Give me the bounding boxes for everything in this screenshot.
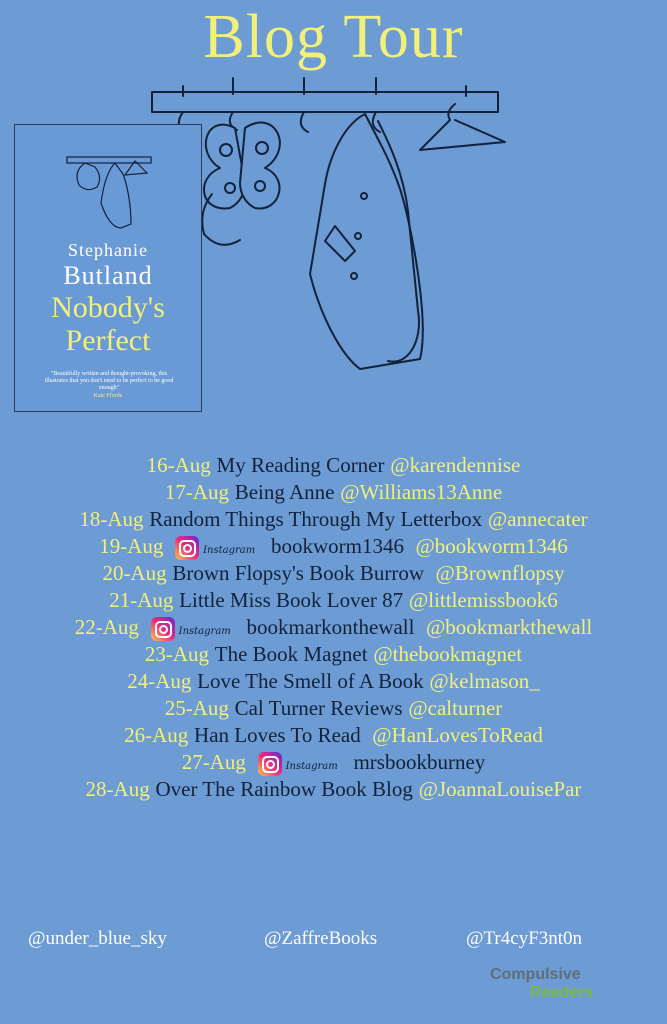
- cover-quote: "Beautifully written and thought-provoking, this illustrates that you don't need to be perfect to be good enough": [44, 371, 174, 391]
- schedule-row: [0, 695, 667, 722]
- footer-handle-3[interactable]: @Tr4cyF3nt0n: [466, 928, 583, 949]
- schedule-blog: My Reading Corner: [216, 453, 385, 477]
- cover-author-last: Butland: [63, 261, 153, 290]
- schedule-handle[interactable]: @Brownflopsy: [435, 561, 565, 585]
- schedule-date: 27-Aug: [181, 750, 246, 774]
- schedule-row: [0, 533, 667, 560]
- schedule-blog: Love The Smell of A Book: [197, 669, 424, 693]
- schedule-blog: Cal Turner Reviews: [234, 696, 403, 720]
- schedule-date: 16-Aug: [146, 453, 211, 477]
- schedule-date: 23-Aug: [144, 642, 210, 666]
- cover-quote-author: Kate Fforde: [93, 393, 123, 399]
- schedule-date: 26-Aug: [124, 723, 189, 747]
- schedule-blog: The Book Magnet: [214, 642, 368, 666]
- tour-schedule: [0, 452, 667, 803]
- page-title: Blog Tour: [203, 3, 464, 71]
- book-cover: [14, 124, 202, 412]
- schedule-blog: Random Things Through My Letterbox: [149, 507, 483, 531]
- footer-handles: [0, 928, 667, 958]
- schedule-date: 19-Aug: [99, 534, 164, 558]
- schedule-row: [0, 587, 667, 614]
- schedule-row: [0, 749, 667, 776]
- schedule-row: [0, 452, 667, 479]
- schedule-date: 22-Aug: [74, 615, 139, 639]
- instagram-label: Instagram: [285, 761, 338, 772]
- cover-title-line2: Perfect: [65, 324, 151, 357]
- schedule-handle[interactable]: @Williams13Anne: [340, 480, 503, 504]
- compulsive-readers-logo-line2: Readers: [530, 984, 594, 1001]
- schedule-row: [0, 641, 667, 668]
- schedule-blog: Brown Flopsy's Book Burrow: [172, 561, 425, 585]
- schedule-handle[interactable]: @bookmarkthewall: [425, 615, 593, 639]
- schedule-date: 17-Aug: [164, 480, 229, 504]
- schedule-handle[interactable]: @JoannaLouisePar: [418, 777, 582, 801]
- compulsive-readers-logo-line1: Compulsive: [490, 966, 581, 983]
- schedule-row: [0, 668, 667, 695]
- schedule-blog: Han Loves To Read: [194, 723, 361, 747]
- schedule-blog: Over The Rainbow Book Blog: [155, 777, 413, 801]
- schedule-date: 28-Aug: [85, 777, 150, 801]
- schedule-handle[interactable]: @thebookmagnet: [373, 642, 523, 666]
- schedule-blog: Being Anne: [234, 480, 335, 504]
- schedule-handle[interactable]: @littlemissbook6: [408, 588, 558, 612]
- schedule-date: 20-Aug: [102, 561, 167, 585]
- instagram-label: Instagram: [203, 545, 256, 556]
- schedule-row: [0, 560, 667, 587]
- coat-rack-illustration: [150, 76, 510, 376]
- instagram-icon: [151, 617, 175, 641]
- schedule-blog: Little Miss Book Lover 87: [179, 588, 404, 612]
- schedule-date: 25-Aug: [164, 696, 229, 720]
- schedule-handle[interactable]: @karendennise: [390, 453, 521, 477]
- schedule-handle[interactable]: @calturner: [408, 696, 503, 720]
- instagram-label: Instagram: [178, 626, 231, 637]
- instagram-icon: [258, 752, 282, 776]
- schedule-row: [0, 722, 667, 749]
- footer-handle-1[interactable]: @under_blue_sky: [28, 928, 167, 949]
- schedule-blog: mrsbookburney: [353, 750, 486, 774]
- cover-title-line1: Nobody's: [51, 291, 165, 324]
- schedule-row: [0, 479, 667, 506]
- instagram-icon: [175, 536, 199, 560]
- schedule-blog: bookworm1346: [270, 534, 404, 558]
- footer-handle-2[interactable]: @ZaffreBooks: [264, 928, 378, 949]
- schedule-row: [0, 506, 667, 533]
- schedule-handle[interactable]: @bookworm1346: [415, 534, 568, 558]
- schedule-handle[interactable]: @kelmason_: [429, 669, 540, 693]
- schedule-date: 21-Aug: [109, 588, 174, 612]
- schedule-row: [0, 614, 667, 641]
- schedule-blog: bookmarkonthewall: [246, 615, 415, 639]
- cover-coat-rack-illustration: [65, 151, 155, 231]
- schedule-handle[interactable]: @annecater: [487, 507, 588, 531]
- schedule-date: 18-Aug: [79, 507, 144, 531]
- schedule-handle[interactable]: @HanLovesToRead: [372, 723, 543, 747]
- schedule-row: [0, 776, 667, 803]
- cover-author-first: Stephanie: [68, 240, 148, 260]
- schedule-date: 24-Aug: [127, 669, 192, 693]
